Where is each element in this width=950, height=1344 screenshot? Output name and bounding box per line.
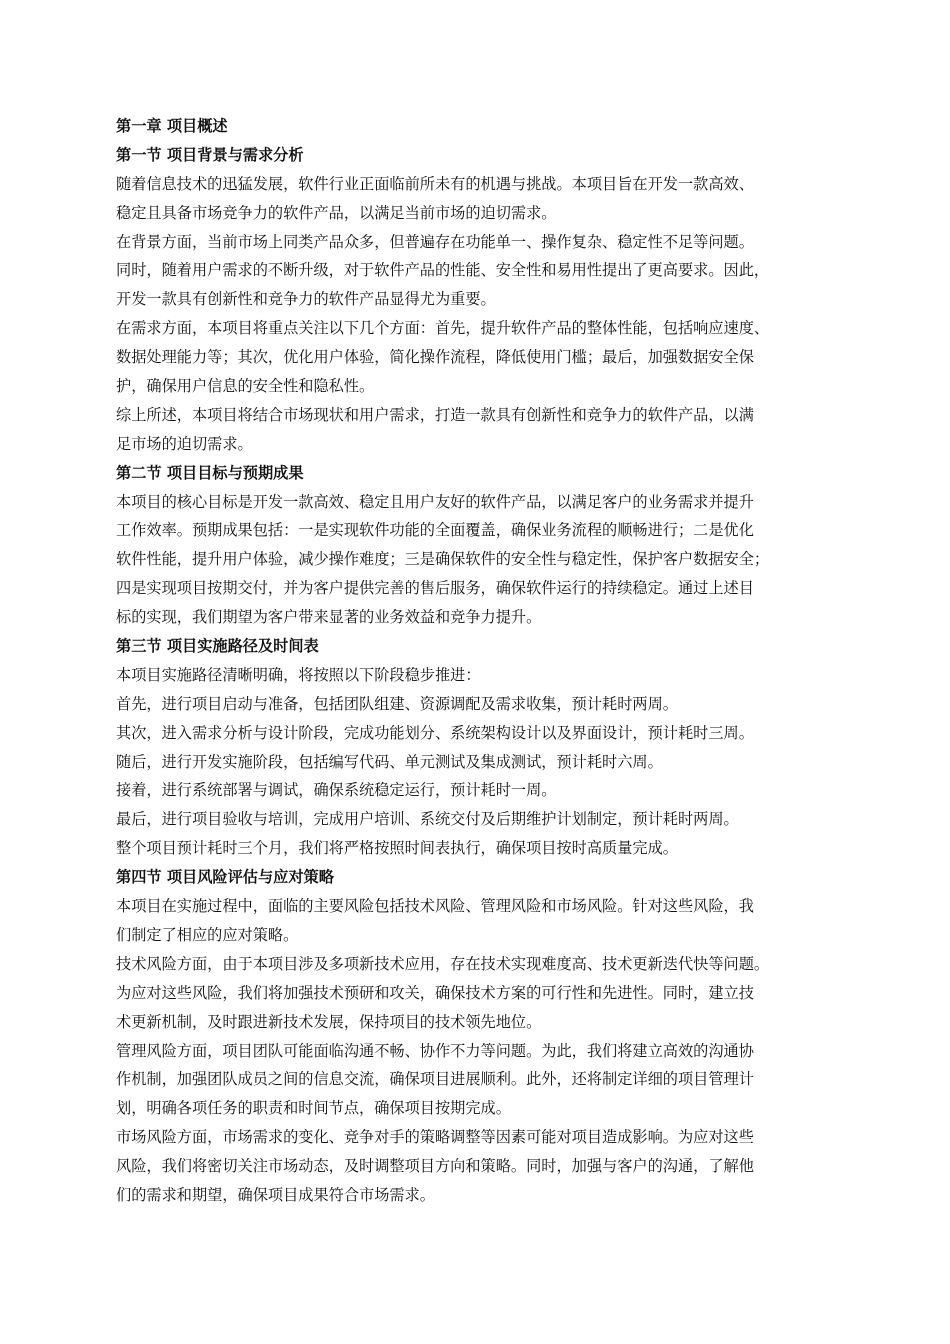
paragraph-line: 作机制，加强团队成员之间的信息交流，确保项目进展顺利。此外，还将制定详细的项目管理计 [116,1070,754,1089]
paragraph-line: 随着信息技术的迅猛发展，软件行业正面临前所未有的机遇与挑战。本项目旨在开发一款高效、 [116,174,754,193]
paragraph-line: 本项目在实施过程中，面临的主要风险包括技术风险、管理风险和市场风险。针对这些风险，我 [116,897,754,916]
paragraph-line: 市场风险方面，市场需求的变化、竞争对手的策略调整等因素可能对项目造成影响。为应对这些 [116,1128,754,1147]
paragraph-line: 其次，进入需求分析与设计阶段，完成功能划分、系统架构设计以及界面设计，预计耗时三周。 [116,723,754,742]
paragraph-line: 技术风险方面，由于本项目涉及多项新技术应用，存在技术实现难度高、技术更新迭代快等问题。 [116,954,770,973]
paragraph-line: 在背景方面，当前市场上同类产品众多，但普遍存在功能单一、操作复杂、稳定性不足等问题。 [116,232,754,251]
paragraph-line: 同时，随着用户需求的不断升级，对于软件产品的性能、安全性和易用性提出了更高要求。因此， [116,261,770,280]
paragraph-line: 足市场的迫切需求。 [116,434,253,453]
paragraph-line: 接着，进行系统部署与调试，确保系统稳定运行，预计耗时一周。 [116,781,557,800]
paragraph-line: 综上所述，本项目将结合市场现状和用户需求，打造一款具有创新性和竞争力的软件产品，以满 [116,405,754,424]
paragraph-line: 数据处理能力等；其次，优化用户体验，简化操作流程，降低使用门槛；最后，加强数据安全保 [116,348,754,367]
paragraph-line: 最后，进行项目验收与培训，完成用户培训、系统交付及后期维护计划制定，预计耗时两周。 [116,810,739,829]
paragraph-line: 护，确保用户信息的安全性和隐私性。 [116,377,375,396]
paragraph-line: 开发一款具有创新性和竞争力的软件产品显得尤为重要。 [116,290,496,309]
paragraph-line: 首先，进行项目启动与准备，包括团队组建、资源调配及需求收集，预计耗时两周。 [116,694,678,713]
document-body [116,112,836,1210]
section-heading: 第四节 项目风险评估与应对策略 [116,868,334,887]
section-heading: 第一章 项目概述 [116,117,228,135]
paragraph-line: 们制定了相应的应对策略。 [116,925,299,944]
paragraph-line: 四是实现项目按期交付，并为客户提供完善的售后服务，确保软件运行的持续稳定。通过上述目 [116,579,754,598]
paragraph-line: 术更新机制，及时跟进新技术发展，保持项目的技术领先地位。 [116,1012,542,1031]
section-heading: 第一节 项目背景与需求分析 [116,145,304,164]
paragraph-line: 管理风险方面，项目团队可能面临沟通不畅、协作不力等问题。为此，我们将建立高效的沟通协 [116,1041,754,1060]
paragraph-line: 工作效率。预期成果包括：一是实现软件功能的全面覆盖，确保业务流程的顺畅进行；二是优化 [116,521,754,540]
section-heading: 第二节 项目目标与预期成果 [116,463,304,482]
paragraph-line: 本项目的核心目标是开发一款高效、稳定且用户友好的软件产品，以满足客户的业务需求并提升 [116,492,754,511]
paragraph-line: 划，明确各项任务的职责和时间节点，确保项目按期完成。 [116,1099,511,1118]
paragraph-line: 软件性能，提升用户体验，减少操作难度；三是确保软件的安全性与稳定性，保护客户数据安全； [116,550,770,569]
paragraph-line: 本项目实施路径清晰明确，将按照以下阶段稳步推进： [116,665,481,684]
paragraph-line: 随后，进行开发实施阶段，包括编写代码、单元测试及集成测试，预计耗时六周。 [116,752,663,771]
paragraph-line: 在需求方面，本项目将重点关注以下几个方面：首先，提升软件产品的整体性能，包括响应速度、 [116,319,770,338]
paragraph-line: 们的需求和期望，确保项目成果符合市场需求。 [116,1185,435,1204]
paragraph-line: 标的实现，我们期望为客户带来显著的业务效益和竞争力提升。 [116,608,542,627]
paragraph-line: 为应对这些风险，我们将加强技术预研和攻关，确保技术方案的可行性和先进性。同时，建立技 [116,983,754,1002]
paragraph-line: 稳定且具备市场竞争力的软件产品，以满足当前市场的迫切需求。 [116,203,557,222]
paragraph-line: 整个项目预计耗时三个月，我们将严格按照时间表执行，确保项目按时高质量完成。 [116,839,678,858]
section-heading: 第三节 项目实施路径及时间表 [116,637,319,656]
paragraph-line: 风险，我们将密切关注市场动态，及时调整项目方向和策略。同时，加强与客户的沟通，了解他 [116,1157,754,1176]
